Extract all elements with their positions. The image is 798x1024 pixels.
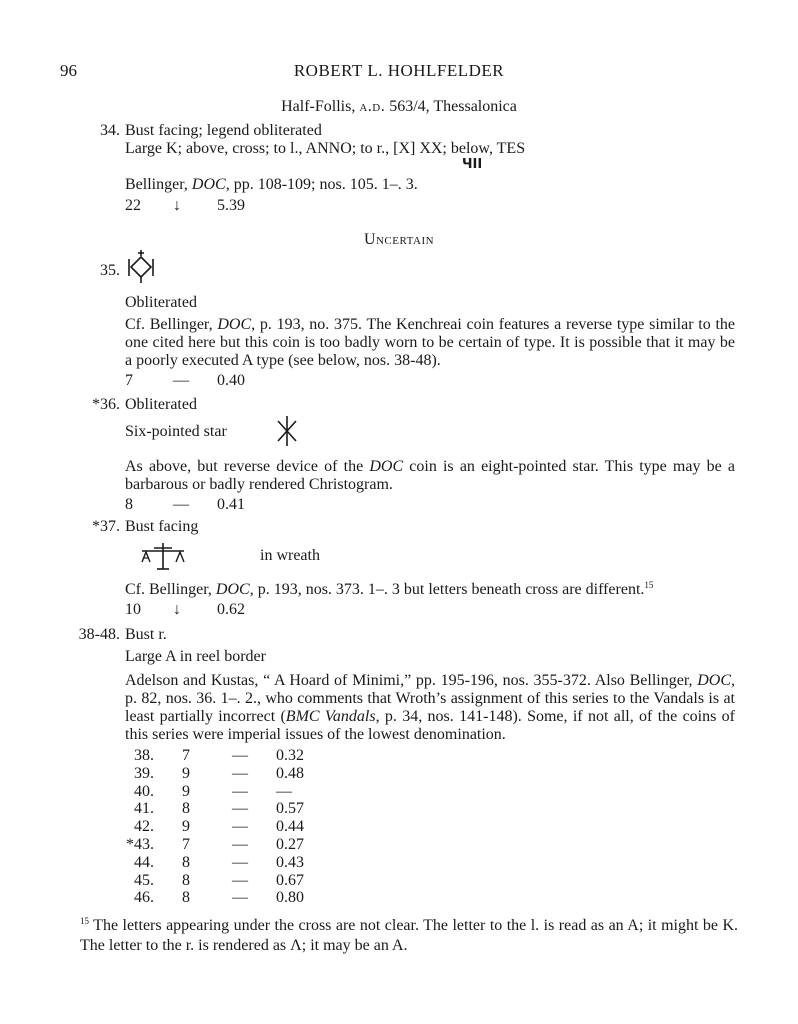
table-row bbox=[100, 783, 336, 801]
page-number: 96 bbox=[60, 61, 77, 80]
row-number: 40. bbox=[134, 782, 154, 800]
row-diameter: 7 bbox=[182, 835, 190, 853]
entry-38-48-comment bbox=[125, 672, 735, 744]
table-row bbox=[100, 800, 336, 818]
table-row bbox=[100, 854, 336, 872]
entry-36-comment-italic: DOC bbox=[369, 458, 404, 475]
section-title-suffix: 563/4, Thessalonica bbox=[385, 98, 517, 115]
cross-with-letters-icon bbox=[140, 541, 186, 571]
entry-35-size: 7 bbox=[125, 372, 133, 389]
footnote-marker: 15 bbox=[80, 916, 89, 926]
entry-37-number: *37. bbox=[92, 518, 120, 535]
row-weight: 0.48 bbox=[276, 764, 304, 782]
entry-34-size: 22 bbox=[125, 197, 141, 214]
section-title-prefix: Half-Follis, bbox=[281, 98, 360, 115]
row-diameter: 8 bbox=[182, 800, 190, 818]
entry-34-reference bbox=[125, 176, 418, 194]
footnote-ref-15: 15 bbox=[644, 580, 654, 590]
entry-37-axis: ↓ bbox=[173, 601, 181, 618]
table-row bbox=[100, 765, 336, 783]
row-axis: — bbox=[232, 818, 248, 836]
box-monogram-cross-icon bbox=[126, 250, 156, 284]
entry-37-size: 10 bbox=[125, 601, 141, 618]
row-diameter: 9 bbox=[182, 818, 190, 836]
row-weight: 0.27 bbox=[276, 835, 304, 853]
entry-37-comment-p2: , p. 193, nos. 373. 1–. 3 but letters beneath cross are different. bbox=[249, 581, 645, 598]
entry-34-number: 34. bbox=[100, 122, 120, 139]
row-weight: — bbox=[276, 782, 292, 800]
entry-38-48-reverse: Large A in reel border bbox=[125, 648, 266, 665]
entry-37-weight: 0.62 bbox=[217, 601, 245, 618]
entry-34-obverse: Bust facing; legend obliterated bbox=[125, 122, 322, 139]
entry-36-measurements bbox=[125, 496, 245, 514]
entry-38-48-comment-p2: , p. 82, nos. 36. 1–. 2., who comments that Wroth’s assignment of this series to the Vandals is at least partially incorrect ( bbox=[125, 672, 735, 725]
table-row bbox=[100, 889, 336, 907]
row-axis: — bbox=[232, 853, 248, 871]
row-diameter: 9 bbox=[182, 782, 190, 800]
row-axis: — bbox=[232, 747, 248, 764]
entry-35-obverse: Obliterated bbox=[125, 294, 197, 311]
row-diameter: 8 bbox=[182, 889, 190, 907]
entry-38-48-number: 38-48. bbox=[78, 626, 120, 643]
entry-34-ref-prefix: Bellinger, bbox=[125, 176, 192, 193]
entry-34-ref-italic: DOC bbox=[191, 176, 226, 193]
table-row bbox=[100, 836, 336, 854]
table-row bbox=[100, 872, 336, 890]
hoard-table bbox=[100, 747, 336, 907]
row-number: 38. bbox=[134, 747, 154, 764]
entry-37-comment-italic: DOC bbox=[215, 581, 250, 598]
entry-38-48-comment-p3: , p. 34, nos. 141-148). Some, if not all, of the coins of this series were imperial issues of the lowest denomination. bbox=[125, 708, 736, 743]
entry-34-ref-suffix: , pp. 108-109; nos. 105. 1–. 3. bbox=[225, 176, 418, 193]
entry-36-comment-p2: coin is an eight-pointed star. This type may be a barbarous or badly rendered Christogram. bbox=[125, 458, 735, 493]
row-number: 39. bbox=[134, 764, 154, 782]
row-number: *43. bbox=[126, 835, 154, 853]
row-weight: 0.32 bbox=[276, 747, 304, 764]
row-diameter: 9 bbox=[182, 764, 190, 782]
entry-35-weight: 0.40 bbox=[217, 372, 245, 389]
row-weight: 0.57 bbox=[276, 800, 304, 818]
section-title-era: a.d. bbox=[359, 98, 386, 115]
entry-37-reverse: in wreath bbox=[260, 547, 320, 564]
row-diameter: 8 bbox=[182, 871, 190, 889]
row-axis: — bbox=[232, 764, 248, 782]
entry-35-comment-p2: , p. 193, no. 375. The Kenchreai coin features a reverse type similar to the one cited here but this coin is too badly worn to be certain of type. It is possible that it may be a poorly executed A type (see below, nos. 38-48). bbox=[125, 316, 735, 369]
entry-34-axis: ↓ bbox=[173, 197, 181, 214]
row-weight: 0.44 bbox=[276, 818, 304, 836]
row-number: 46. bbox=[134, 889, 154, 907]
entry-34-weight: 5.39 bbox=[217, 197, 245, 214]
entry-35-axis: — bbox=[173, 372, 189, 389]
table-row bbox=[100, 747, 336, 765]
table-row bbox=[100, 818, 336, 836]
entry-34-reverse-sub: ЧII bbox=[462, 157, 483, 172]
entry-38-48-comment-italic2: BMC Vandals bbox=[285, 708, 376, 725]
entry-35-number: 35. bbox=[100, 262, 120, 279]
footnote-15 bbox=[80, 916, 738, 956]
six-pointed-star-icon bbox=[276, 416, 298, 446]
entry-34-measurements bbox=[125, 197, 245, 215]
entry-36-comment-p1: As above, but reverse device of the bbox=[125, 458, 370, 475]
entry-34-reverse: Large K; above, cross; to l., ANNO; to r., [X] XX; below, TES bbox=[125, 140, 526, 157]
entry-36-number: *36. bbox=[92, 396, 120, 413]
entry-35-comment-italic: DOC bbox=[217, 316, 252, 333]
row-number: 41. bbox=[134, 800, 154, 818]
entry-36-weight: 0.41 bbox=[217, 496, 245, 513]
row-axis: — bbox=[232, 889, 248, 907]
row-diameter: 7 bbox=[182, 747, 190, 764]
entry-37-comment-p1: Cf. Bellinger, bbox=[125, 581, 216, 598]
row-diameter: 8 bbox=[182, 853, 190, 871]
row-number: 44. bbox=[134, 853, 154, 871]
row-axis: — bbox=[232, 835, 248, 853]
section-title-uncertain: Uncertain bbox=[363, 231, 435, 248]
entry-37-comment bbox=[125, 581, 653, 599]
row-axis: — bbox=[232, 782, 248, 800]
section-title-half-follis bbox=[0, 98, 798, 116]
row-axis: — bbox=[232, 871, 248, 889]
row-weight: 0.67 bbox=[276, 871, 304, 889]
entry-36-reverse: Six-pointed star bbox=[125, 423, 227, 440]
entry-36-comment bbox=[125, 458, 735, 494]
row-axis: — bbox=[232, 800, 248, 818]
entry-36-axis: — bbox=[173, 496, 189, 513]
entry-36-size: 8 bbox=[125, 496, 133, 513]
entry-35-comment-p1: Cf. Bellinger, bbox=[125, 316, 218, 333]
row-weight: 0.80 bbox=[276, 889, 304, 907]
row-number: 42. bbox=[134, 818, 154, 836]
entry-38-48-comment-p1: Adelson and Kustas, “ A Hoard of Minimi,” pp. 195-196, nos. 355-372. Also Bellinger, bbox=[125, 672, 698, 689]
row-number: 45. bbox=[134, 871, 154, 889]
entry-37-obverse: Bust facing bbox=[125, 518, 199, 535]
entry-38-48-comment-italic1: DOC bbox=[697, 672, 731, 689]
entry-37-measurements bbox=[125, 601, 245, 619]
entry-35-measurements bbox=[125, 372, 245, 390]
entry-36-obverse: Obliterated bbox=[125, 396, 197, 413]
entry-38-48-obverse: Bust r. bbox=[125, 626, 167, 643]
entry-35-comment bbox=[125, 316, 735, 370]
footnote-text: The letters appearing under the cross are not clear. The letter to the l. is read as an A; it might be K. The letter to the r. is rendered as Λ; it may be an A. bbox=[80, 917, 738, 954]
running-head: ROBERT L. HOHLFELDER bbox=[293, 61, 505, 80]
row-weight: 0.43 bbox=[276, 853, 304, 871]
